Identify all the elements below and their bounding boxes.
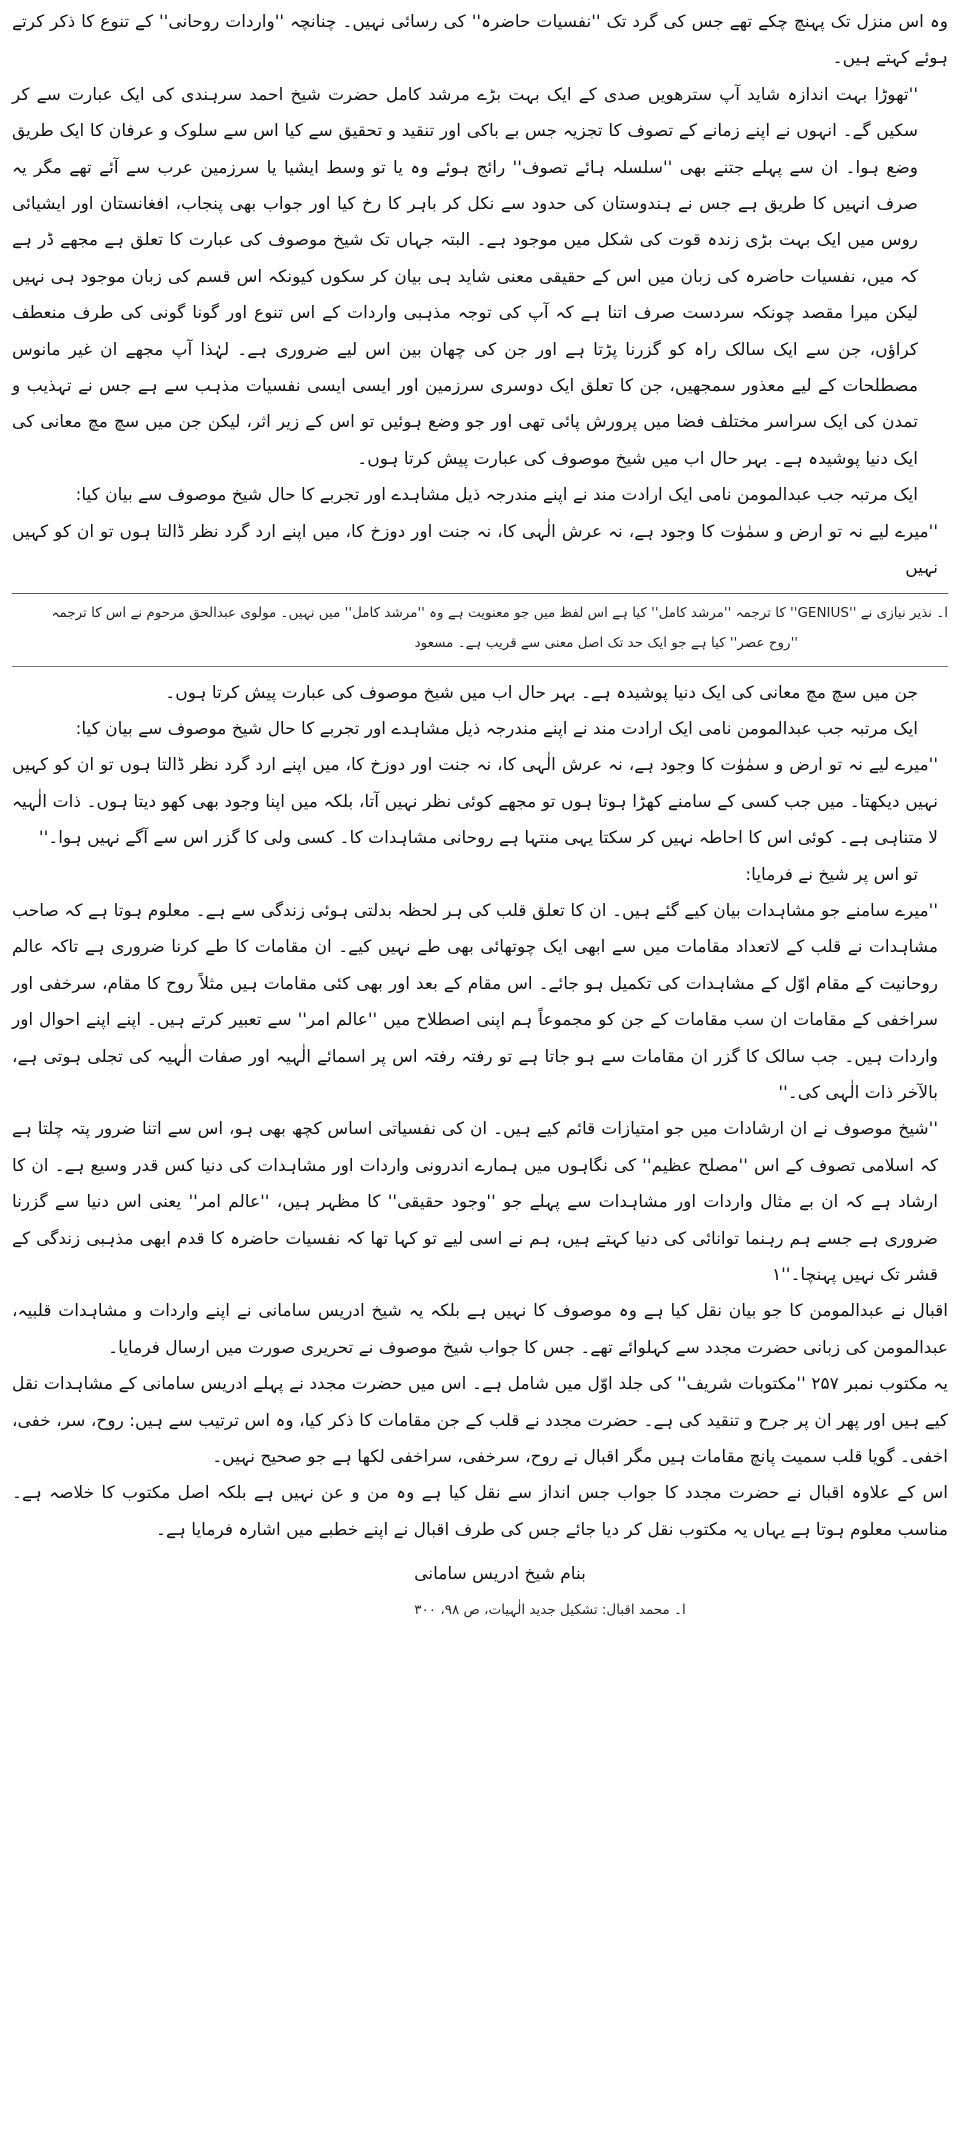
body-paragraph: اقبال نے عبدالمومن کا جو بیان نقل کیا ہے وہ موصوف کا نہیں ہے بلکہ یہ شیخ ادریس سامانی نے اپنے واردات و مشاہدات قلبیہ، عبدالمومن کی زبانی حضرت مجدد سے کہلوائے تھے۔ جس کا جواب شیخ موصوف نے تحریری صورت میں ارسال فرمایا۔	[12, 1301, 948, 1358]
body-paragraph: ایک مرتبہ جب عبدالمومن نامی ایک ارادت مند نے اپنے مندرجہ ذیل مشاہدے اور تجربے کا حال شیخ موصوف سے بیان کیا:	[75, 718, 918, 739]
body-paragraph: جن میں سچ مچ معانی کی ایک دنیا پوشیدہ ہے۔ بہر حال اب میں شیخ موصوف کی عبارت پیش کرتا ہوں۔	[165, 682, 918, 703]
body-paragraph: ایک مرتبہ جب عبدالمومن نامی ایک ارادت مند نے اپنے مندرجہ ذیل مشاہدے اور تجربے کا حال شیخ موصوف سے بیان کیا:	[75, 485, 918, 506]
quoted-paragraph: ''شیخ موصوف نے ان ارشادات میں جو امتیازات قائم کیے ہیں۔ ان کی نفسیاتی اساس کچھ بھی ہو، اس سے اتنا ضرور پتہ چلتا ہے کہ اسلامی تصوف کے اس ''مصلح عظیم'' کی نگاہوں میں ہمارے اندرونی واردات اور مشاہدات کی دنیا کس قدر وسیع ہے۔ ان کا ارشاد ہے کہ ان بے مثال واردات اور مشاہدات سے پہلے جو ''وجود حقیقی'' کا مظہر ہیں، ''عالم امر'' یعنی اس دنیا سے گزرنا ضروری ہے جسے ہم رہنما توانائی کی دنیا کہتے ہیں، ہم نے اسی لیے تو کہا تھا کہ نفسیات حاضرہ کا قدم ابھی مذہبی زندگی کے قشر تک نہیں پہنچا۔''۱	[12, 1119, 938, 1285]
footnote: ا۔ نذیر نیازی نے ''GENIUS'' کا ترجمہ ''مرشد کامل'' کیا ہے اس لفظ میں جو معنویت ہے وہ ''مرشد کامل'' میں نہیں۔ مولوی عبدالحق مرحوم نے اس کا ترجمہ	[51, 604, 948, 621]
quoted-paragraph: ''میرے لیے نہ تو ارض و سمٰوٰت کا وجود ہے، نہ عرش الٰہی کا، نہ جنت اور دوزخ کا، میں اپنے ارد گرد نظر ڈالتا ہوں تو ان کو کہیں نہیں دیکھتا۔ میں جب کسی کے سامنے کھڑا ہوتا ہوں تو مجھے کوئی نظر نہیں آتا، بلکہ میں اپنا وجود بھی کھو دیتا ہوں۔ ذات الٰہیہ لا متناہی ہے۔ کوئی اس کا احاطہ نہیں کر سکتا یہی منتہا ہے روحانی مشاہدات کا۔ کسی ولی کا گزر اس سے آگے نہیں ہوا۔''	[12, 755, 938, 849]
section-divider	[12, 666, 948, 667]
letter-addressee: بنام شیخ ادریس سامانی	[414, 1564, 586, 1585]
body-paragraph: اس کے علاوہ اقبال نے حضرت مجدد کا جواب جس انداز سے نقل کیا ہے وہ من و عن نہیں ہے بلکہ اصل مکتوب کا خلاصہ ہے۔ مناسب معلوم ہوتا ہے یہاں یہ مکتوب نقل کر دیا جائے جس کی طرف اقبال نے اپنے خطبے میں اشارہ فرمایا ہے۔	[12, 1483, 948, 1540]
footnote-divider	[12, 593, 948, 594]
quoted-paragraph: ''میرے سامنے جو مشاہدات بیان کیے گئے ہیں۔ ان کا تعلق قلب کی ہر لحظہ بدلتی ہوئی زندگی سے ہے۔ معلوم ہوتا ہے کہ صاحب مشاہدات نے قلب کے لاتعداد مقامات میں سے ابھی ایک چوتھائی بھی طے نہیں کیے۔ ان مقامات کا طے کرنا ضروری ہے تاکہ عالم روحانیت کے مقام اوّل کے مشاہدات کی تکمیل ہو جائے۔ اس مقام کے بعد اور بھی کئی مقامات ہیں مثلاً روح کا مقام، سرخفی اور سراخفی کے مقامات ان سب مقامات کے جن کو مجموعاً ہم اپنی اصطلاح میں ''عالم امر'' سے تعبیر کرتے ہیں۔ اپنے اپنے احوال اور واردات ہیں۔ جب سالک کا گزر ان مقامات سے ہو جاتا ہے تو رفتہ رفتہ اس پر اسمائے الٰہیہ اور صفات الٰہیہ کی تجلی ہوتی ہے، بالآخر ذات الٰہی کی۔''	[12, 900, 938, 1103]
quoted-paragraph: ''میرے لیے نہ تو ارض و سمٰوٰت کا وجود ہے، نہ عرش الٰہی کا، نہ جنت اور دوزخ کا، میں اپنے ارد گرد نظر ڈالتا ہوں تو ان کو کہیں نہیں	[12, 521, 938, 579]
body-paragraph: یہ مکتوب نمبر ۲۵۷ ''مکتوبات شریف'' کی جلد اوّل میں شامل ہے۔ اس میں حضرت مجدد نے پہلے ادریس سامانی کے مشاہدات نقل کیے ہیں اور پھر ان پر جرح و تنقید کی ہے۔ حضرت مجدد نے قلب کے جن مقامات کا ذکر کیا، وہ اس ترتیب سے ہیں: روح، سر، خفی، اخفی۔ گویا قلب سمیت پانچ مقامات ہیں مگر اقبال نے روح، سرخفی، سراخفی لکھا ہے جو صحیح نہیں۔	[12, 1374, 948, 1468]
footnote: ''روح عصر'' کیا ہے جو ایک حد تک اصل معنی سے قریب ہے۔ مسعود	[414, 634, 798, 651]
quoted-paragraph: ''تھوڑا بہت اندازہ شاید آپ سترھویں صدی کے ایک بہت بڑے مرشد کامل حضرت شیخ احمد سرہندی کی ایک عبارت سے کر سکیں گے۔ انہوں نے اپنے زمانے کے تصوف کا تجزیہ جس بے باکی اور تنقید و تحقیق سے کیا اس سے سلوک و عرفان کا ایک طریق وضع ہوا۔ ان سے پہلے جتنے بھی ''سلسلہ ہائے تصوف'' رائج ہوئے وہ یا تو وسط ایشیا یا سرزمین عرب سے آئے تھے مگر یہ صرف انہیں کا طریق ہے جس نے ہندوستان کی حدود سے نکل کر باہر کا رخ کیا اور جواب بھی پنجاب، افغانستان اور ایشیائی روس میں ایک بہت بڑی زندہ قوت کی شکل میں موجود ہے۔ البتہ جہاں تک شیخ موصوف کی عبارت کا تعلق ہے مجھے ڈر ہے کہ میں، نفسیات حاضرہ کی زبان میں اس کے حقیقی معنی شاید ہی بیان کر سکوں کیونکہ اس قسم کی زبان موجود ہی نہیں لیکن میرا مقصد چونکہ سردست صرف اتنا ہے کہ آپ کی توجہ مذہبی واردات کے اس تنوع اور گونا گونی کی طرف منعطف کراؤں، جن سے ایک سالک راہ کو گزرنا پڑتا ہے اور جن کی چھان بین اس لیے ضروری ہے۔ لہٰذا آپ مجھے ان غیر مانوس مصطلحات کے لیے معذور سمجھیں، جن کا تعلق ایک دوسری سرزمین اور ایسی ایسی نفسیات مذہب سے ہے جس نے تہذیب و تمدن کی ایک سراسر مختلف فضا میں پرورش پائی تھی اور جو وضع ہوئیں تو اس کے زیر اثر، لیکن جن میں سچ مچ معانی کی ایک دنیا پوشیدہ ہے۔ بہر حال اب میں شیخ موصوف کی عبارت پیش کرتا ہوں۔	[12, 84, 918, 469]
body-paragraph: وہ اس منزل تک پہنچ چکے تھے جس کی گرد تک ''نفسیات حاضرہ'' کی رسائی نہیں۔ چنانچہ ''واردات روحانی'' کے تنوع کا ذکر کرتے ہوئے کہتے ہیں۔	[12, 12, 948, 69]
body-paragraph: تو اس پر شیخ نے فرمایا:	[745, 864, 918, 885]
reference-footnote: ا۔ محمد اقبال: تشکیل جدید الٰہیات، ص ۹۸، ۳۰۰	[414, 1602, 686, 1619]
